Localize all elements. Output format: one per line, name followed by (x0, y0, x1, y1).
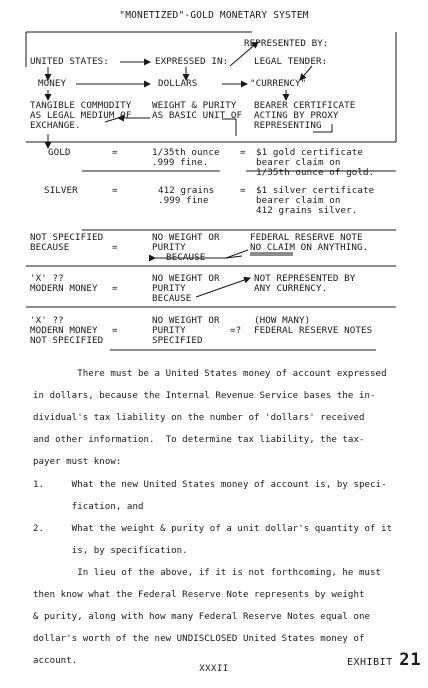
row-silver-cert-2: bearer claim on (256, 195, 341, 206)
row-silver-cert-1: $1 silver certificate (256, 185, 375, 196)
row-modern-weight-3: BECAUSE (152, 293, 192, 304)
row-final-label-1: 'X' ?? (30, 315, 64, 326)
row-final-label-3: NOT SPECIFIED (30, 335, 104, 346)
col2-desc-line2: AS BASIC UNIT OF (152, 110, 243, 121)
label-represented-by: REPRESENTED BY: (244, 38, 329, 49)
row-gold-eq2: = (240, 147, 246, 158)
row-gold-cert-2: bearer claim on (256, 157, 341, 168)
col3-desc-line3: REPRESENTING (254, 120, 322, 131)
row-silver-eq2: = (240, 185, 246, 196)
page-number: XXXII (199, 664, 229, 674)
list-item-2-cont: is, by specification. (33, 546, 188, 556)
body-line: In lieu of the above, if it is not forthcoming, he must (33, 568, 382, 578)
body-line: dollar's worth of the new UNDISCLOSED United States money of (33, 634, 365, 644)
row-silver-cert-3: 412 grains silver. (256, 205, 358, 216)
col1-desc-line1: TANGIBLE COMMODITY (30, 100, 132, 111)
row-notspec-label-2: BECAUSE (30, 242, 70, 253)
row-gold-eq: = (112, 147, 118, 158)
exhibit-label (347, 650, 422, 670)
row-modern-label-1: 'X' ?? (30, 273, 64, 284)
row-notspec-note-1: FEDERAL RESERVE NOTE (250, 232, 363, 243)
row-final-note-1: (HOW MANY) (254, 315, 311, 326)
exhibit-word: EXHIBIT (347, 657, 393, 668)
list-item-1-cont: fication, and (33, 502, 144, 512)
page-title: "MONETIZED"-GOLD MONETARY SYSTEM (119, 10, 309, 21)
row-gold-cert-1: $1 gold certificate (256, 147, 363, 158)
label-money: MONEY (38, 78, 67, 89)
row-modern-note-1: NOT REPRESENTED BY (254, 273, 356, 284)
label-dollars: DOLLARS (158, 78, 198, 89)
col1-desc-line2: AS LEGAL MEDIUM OF (30, 110, 132, 121)
row-final-label-2: MODERN MONEY (30, 325, 98, 336)
arrow-claim (226, 250, 248, 258)
row-notspec-weight-2: PURITY (152, 242, 186, 253)
body-line: dividual's tax liability on the number of 'dollars' received (33, 413, 365, 423)
row-final-eq: = (112, 325, 118, 336)
label-united-states: UNITED STATES: (30, 56, 109, 67)
row-notspec-eq: = (112, 242, 118, 253)
row-silver-weight-1: 412 grains (158, 185, 215, 196)
row-gold-cert-3: 1/35th ounce of gold. (256, 167, 375, 178)
row-modern-eq: = (112, 283, 118, 294)
row-gold-label: GOLD (48, 147, 71, 158)
row-modern-note-2: ANY CURRENCY. (254, 283, 328, 294)
col3-desc-line2: ACTING BY PROXY (254, 110, 339, 121)
row-notspec-weight-3: BECAUSE (166, 252, 206, 263)
row-final-note-2: FEDERAL RESERVE NOTES (254, 325, 373, 336)
header-box-frame (26, 32, 396, 142)
exhibit-number: 21 (399, 650, 422, 670)
row-notspec-label-1: NOT SPECIFIED (30, 232, 104, 243)
body-line: & purity, along with how many Federal Reserve Notes equal one (33, 612, 371, 622)
row-notspec-note-2: NO CLAIM ON ANYTHING. (250, 242, 369, 253)
row-final-eq2: =? (230, 325, 242, 336)
label-legal-tender: LEGAL TENDER: (254, 56, 328, 67)
row-final-weight-1: NO WEIGHT OR (152, 315, 220, 326)
body-line: There must be a United States money of account expressed (33, 369, 387, 379)
arrow-because-notspec (226, 256, 242, 258)
row-silver-eq: = (112, 185, 118, 196)
row-modern-label-2: MODERN MONEY (30, 283, 98, 294)
row-modern-weight-1: NO WEIGHT OR (152, 273, 220, 284)
row-final-weight-2: PURITY (152, 325, 186, 336)
col1-desc-line3: EXCHANGE. (30, 120, 81, 131)
row-silver-weight-2: .999 fine (158, 195, 209, 206)
row-gold-weight-2: .999 fine. (152, 157, 209, 168)
label-expressed-in: EXPRESSED IN: (155, 56, 229, 67)
row-silver-label: SILVER (44, 185, 78, 196)
body-line: account. (33, 656, 78, 666)
bracket-basic-unit (222, 119, 236, 136)
list-item-2: 2. What the weight & purity of a unit dollar's quantity of it (33, 524, 393, 534)
col2-desc-line1: WEIGHT & PURITY (152, 100, 237, 111)
body-line: and other information. To determine tax liability, the tax- (33, 435, 365, 445)
label-currency: "CURRENCY" (250, 78, 307, 89)
body-line: in dollars, because the Internal Revenue Service bases the in- (33, 391, 376, 401)
row-gold-weight-1: 1/35th ounce (152, 147, 220, 158)
body-line: payer must know: (33, 457, 122, 467)
row-modern-weight-2: PURITY (152, 283, 186, 294)
list-item-1: 1. What the new United States money of account is, by speci- (33, 480, 387, 490)
col3-desc-line1: BEARER CERTIFICATE (254, 100, 356, 111)
row-final-weight-3: SPECIFIED (152, 335, 203, 346)
body-line: then know what the Federal Reserve Note represents by weight (33, 590, 365, 600)
row-notspec-weight-1: NO WEIGHT OR (152, 232, 220, 243)
